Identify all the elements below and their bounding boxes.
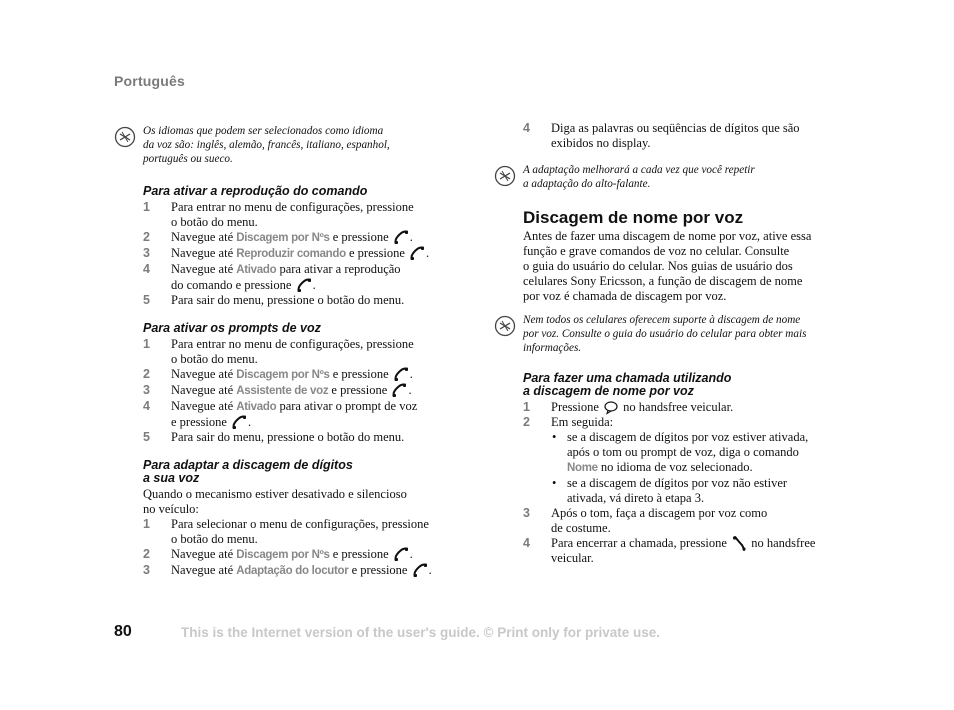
step: 1 Para selecionar o menu de configurações, pressione o botão do menu. (143, 517, 429, 546)
section-heading: Para ativar a reprodução do comando (143, 184, 368, 198)
steps-list (143, 200, 464, 308)
section-heading: Para adaptar a discagem de dígitos a sua voz (143, 458, 353, 485)
note-support (494, 313, 854, 355)
call-key-icon (231, 415, 247, 430)
step: 4 Navegue até Ativado para ativar o prompt de voz e pressione . (143, 399, 418, 429)
call-key-icon (393, 547, 409, 562)
steps-list (523, 121, 854, 151)
steps-list (523, 400, 854, 566)
note-line: por voz. Consulte o guia do usuário do celular para obter mais (523, 328, 807, 340)
intro-text: Quando o mecanismo estiver desativado e silencioso no veículo: (143, 487, 407, 516)
note-line: a adaptação do alto-falante. (523, 178, 651, 190)
note-line: português ou sueco. (143, 153, 233, 165)
step: 3 Navegue até Adaptação do locutor e pressione . (143, 563, 432, 577)
steps-list (143, 337, 464, 445)
step: 1 Para entrar no menu de configurações, pressione o botão do menu. (143, 337, 414, 366)
menu-term: Reproduzir comando (236, 248, 346, 260)
left-column (114, 124, 464, 579)
end-call-key-icon (731, 536, 747, 551)
note-adaptation (494, 163, 854, 191)
steps-list (143, 517, 464, 579)
step: 3 Após o tom, faça a discagem por voz como de costume. (523, 506, 768, 535)
call-key-icon (296, 278, 312, 293)
bullet-item: • se a discagem de dígitos por voz estiver ativada, após o tom ou prompt de voz, diga o comando Nome no idioma de voz selecionado. (552, 430, 809, 474)
step: 2 Navegue até Discagem por Nºs e pressione . (143, 547, 413, 561)
step: 5 Para sair do menu, pressione o botão do menu. (143, 430, 405, 444)
step: 4 Para encerrar a chamada, pressione no handsfree veicular. (523, 536, 816, 565)
menu-term: Discagem por Nºs (236, 369, 330, 381)
menu-term: Discagem por Nºs (236, 232, 330, 244)
step: 2 Navegue até Discagem por Nºs e pressione . (143, 230, 413, 244)
note-languages (114, 124, 464, 166)
page-heading: Discagem de nome por voz (523, 208, 744, 227)
note-line: A adaptação melhorará a cada vez que você repetir (523, 164, 755, 176)
page-number: 80 (114, 623, 132, 640)
menu-term: Discagem por Nºs (236, 549, 330, 561)
step: 3 Navegue até Reproduzir comando e pressione . (143, 246, 430, 260)
step: 4 Diga as palavras ou seqüências de dígitos que são exibidos no display. (523, 121, 800, 150)
note-line: da voz são: inglês, alemão, francês, italiano, espanhol, (143, 139, 390, 151)
note-line: Nem todos os celulares oferecem suporte à discagem de nome (523, 314, 801, 326)
call-key-icon (393, 230, 409, 245)
voice-key-icon (603, 400, 619, 415)
call-key-icon (409, 246, 425, 261)
menu-term: Ativado (236, 401, 277, 413)
call-key-icon (393, 367, 409, 382)
bullet-item: • se a discagem de dígitos por voz não estiver ativada, vá direto à etapa 3. (552, 476, 788, 505)
menu-term: Nome (567, 462, 598, 474)
call-key-icon (391, 383, 407, 398)
call-key-icon (412, 563, 428, 578)
tip-icon (494, 165, 516, 187)
step: 1 Pressione no handsfree veicular. (523, 400, 734, 414)
note-line: informações. (523, 342, 582, 354)
note-line: Os idiomas que podem ser selecionados como idioma (143, 125, 384, 137)
step: 4 Navegue até Ativado para ativar a reprodução do comando e pressione . (143, 262, 401, 292)
tip-icon (114, 126, 136, 148)
step: 2 Em seguida: (523, 415, 614, 429)
menu-term: Assistente de voz (236, 385, 329, 397)
section-heading: Para fazer uma chamada utilizando a discagem de nome por voz (523, 371, 732, 398)
section-language-label: Português (114, 73, 186, 89)
step: 3 Navegue até Assistente de voz e pressione . (143, 383, 412, 397)
step: 5 Para sair do menu, pressione o botão do menu. (143, 293, 405, 307)
footer-notice: This is the Internet version of the user's guide. © Print only for private use. (181, 625, 660, 640)
menu-term: Adaptação do locutor (236, 565, 349, 577)
step: 1 Para entrar no menu de configurações, pressione o botão do menu. (143, 200, 414, 229)
step: 2 Navegue até Discagem por Nºs e pressione . (143, 367, 413, 381)
bullet-list (551, 430, 854, 506)
right-column (494, 121, 854, 566)
menu-term: Ativado (236, 264, 277, 276)
section-heading: Para ativar os prompts de voz (143, 321, 321, 335)
tip-icon (494, 315, 516, 337)
body-paragraph: Antes de fazer uma discagem de nome por voz, ative essa função e grave comandos de voz no celular. Consulte o guia do usuário do celular. Nos guias de usuário dos celulares Sony Ericsson, a função de discagem de nome por voz é chamada de discagem por voz. (523, 229, 812, 303)
